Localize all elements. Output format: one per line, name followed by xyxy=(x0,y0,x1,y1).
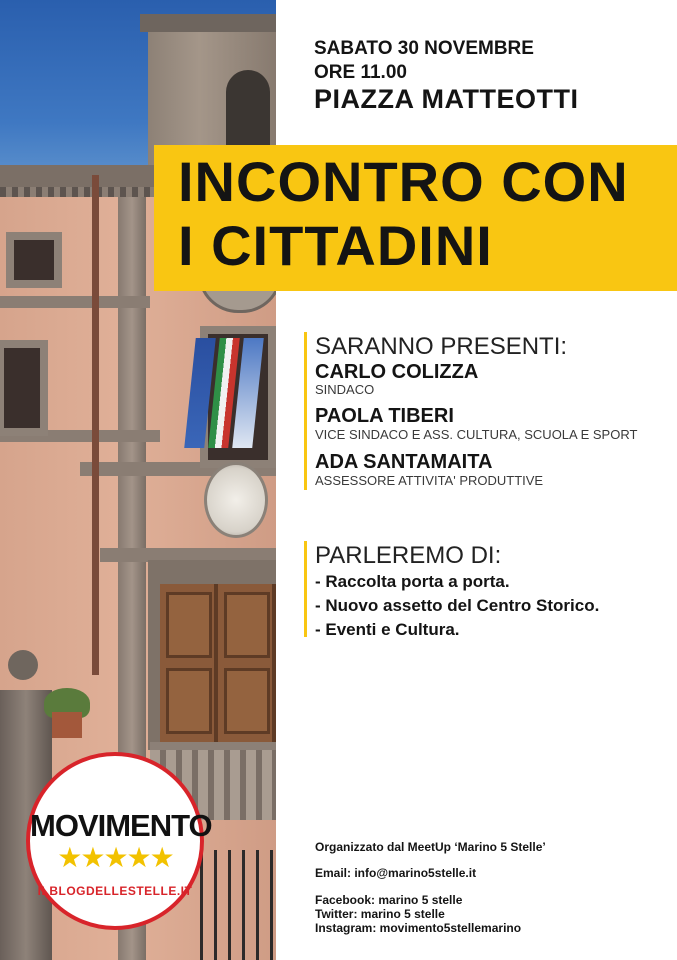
headline-line-2: I CITTADINI xyxy=(178,214,493,277)
presenters-accent-bar xyxy=(304,332,307,490)
topic-item: - Nuovo assetto del Centro Storico. xyxy=(315,596,600,615)
commemorative-plaque xyxy=(204,462,268,538)
contact-instagram: Instagram: movimento5stellemarino xyxy=(315,921,522,935)
presenter-name: ADA SANTAMAITA xyxy=(315,451,493,473)
wooden-door xyxy=(160,584,276,744)
presenters-title: SARANNO PRESENTI: xyxy=(315,333,568,360)
drainpipe xyxy=(92,175,99,675)
presenter-role: SINDACO xyxy=(315,382,375,397)
organizer-text: Organizzato dal MeetUp ‘Marino 5 Stelle’ xyxy=(315,840,546,854)
movimento-logo xyxy=(26,752,212,930)
topic-item: - Eventi e Cultura. xyxy=(315,620,460,639)
logo-wordmark: MOVIMENTO xyxy=(30,808,212,843)
logo-blog-text: ILBLOGDELLESTELLE.IT xyxy=(37,884,193,898)
contact-facebook: Facebook: marino 5 stelle xyxy=(315,893,463,907)
ledge xyxy=(0,296,150,308)
presenter-name: CARLO COLIZZA xyxy=(315,361,479,383)
topics-accent-bar xyxy=(304,541,307,637)
contact-twitter: Twitter: marino 5 stelle xyxy=(315,907,445,921)
door-panel xyxy=(166,592,212,658)
iron-railing xyxy=(200,850,276,960)
event-date-time xyxy=(314,37,534,85)
bell-tower-cornice xyxy=(140,14,276,32)
presenter-name: PAOLA TIBERI xyxy=(315,405,454,427)
event-time: ORE 11.00 xyxy=(314,62,407,83)
window xyxy=(0,340,48,436)
bell-arch xyxy=(226,70,270,154)
contact-email: Email: info@marino5stelle.it xyxy=(315,866,477,880)
plant-pot xyxy=(52,712,82,738)
event-venue: PIAZZA MATTEOTTI xyxy=(314,84,579,114)
logo-stars-icon: ★★★★★ xyxy=(57,841,173,874)
window xyxy=(6,232,62,288)
stone-urn xyxy=(8,650,38,680)
door-panel xyxy=(166,668,212,734)
presenter-role: ASSESSORE ATTIVITA' PRODUTTIVE xyxy=(315,473,544,488)
event-date: SABATO 30 NOVEMBRE xyxy=(314,38,534,59)
door-panel xyxy=(224,592,270,658)
door-panel xyxy=(224,668,270,734)
presenter-role: VICE SINDACO E ASS. CULTURA, SCUOLA E SPORT xyxy=(315,427,638,442)
topic-item: - Raccolta porta a porta. xyxy=(315,572,510,591)
topics-title: PARLEREMO DI: xyxy=(315,542,502,569)
headline xyxy=(178,150,629,278)
headline-line-1: INCONTRO CON xyxy=(178,150,629,213)
